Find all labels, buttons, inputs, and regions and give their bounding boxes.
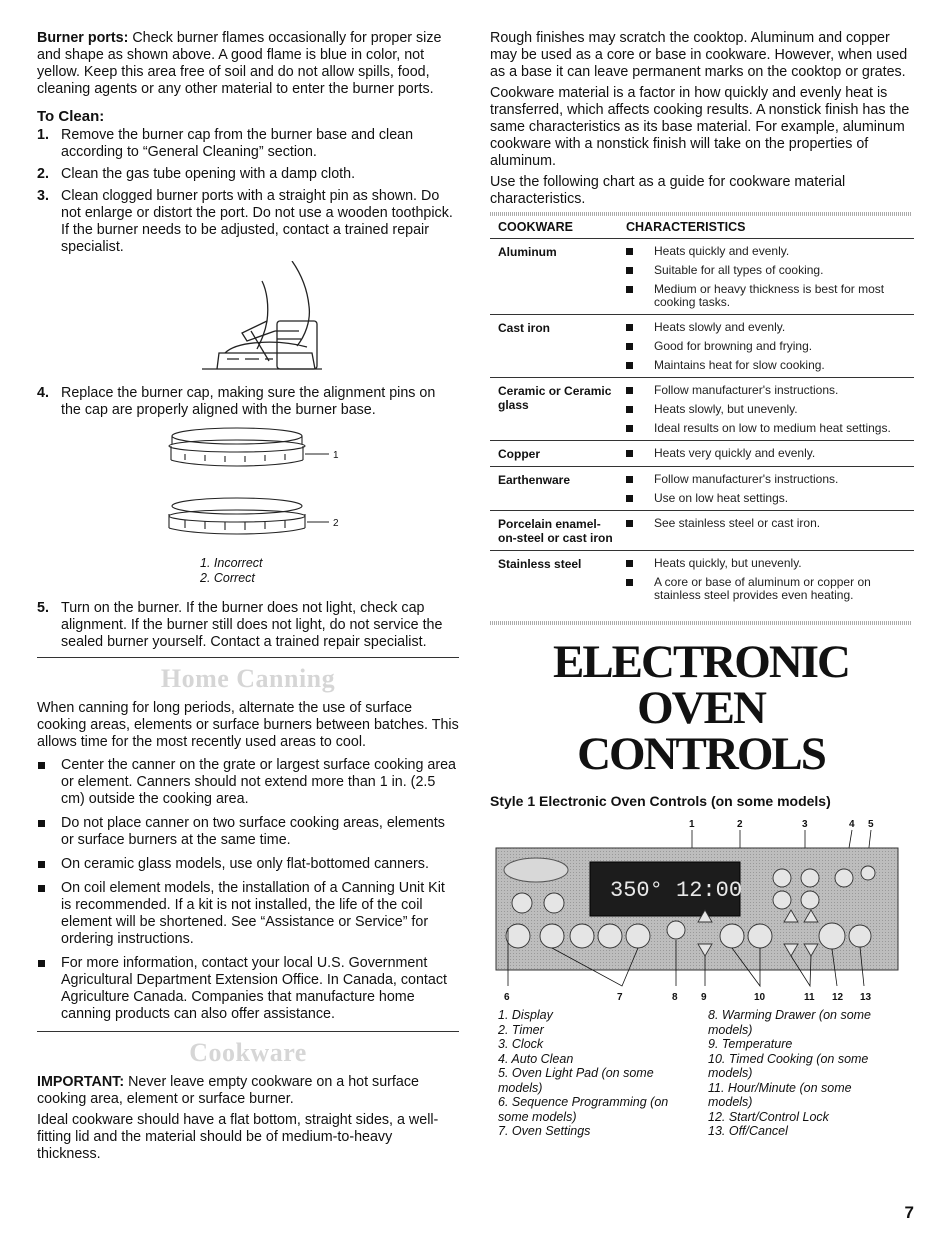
- step-2: 2. Clean the gas tube opening with a damp cloth.: [37, 166, 356, 182]
- callout-bottom-6: 6: [504, 992, 510, 1003]
- callout-bottom-7: 7: [617, 992, 623, 1003]
- callout-2: 2: [333, 518, 339, 529]
- alignment-captions: [37, 556, 459, 586]
- caption-incorrect: 1. Incorrect: [200, 556, 263, 570]
- legend-item: 12. Start/Control Lock: [708, 1109, 829, 1124]
- burner-pin-cleaning-illustration: [37, 261, 459, 381]
- callout-bottom-10: 10: [754, 992, 766, 1003]
- display-readout: 350° 12:00: [610, 878, 743, 903]
- legend-item: 8. Warming Drawer (on some models): [708, 1008, 872, 1037]
- legend-left: [498, 1008, 678, 1139]
- to-clean-steps-cont: [37, 385, 459, 419]
- callout-top-3: 3: [802, 819, 808, 830]
- home-canning-title: Home Canning: [160, 664, 336, 693]
- legend-item: 1. Display: [498, 1008, 553, 1022]
- legend-item: 7. Oven Settings: [498, 1124, 591, 1138]
- divider: [37, 1031, 459, 1032]
- step-1: 1. Remove the burner cap from the burner base and clean according to “General Cleaning” section.: [37, 127, 414, 160]
- page-number: 7: [904, 1203, 914, 1222]
- burner-cap-alignment-illustration: [37, 424, 459, 554]
- callout-bottom-8: 8: [672, 992, 678, 1003]
- callout-top-5: 5: [868, 819, 874, 830]
- burner-ports-paragraph: [37, 30, 459, 98]
- table-row: Stainless steel Heats quickly, but unevenly. A core or base of aluminum or copper on stainless steel provides even heating.: [490, 551, 914, 608]
- step-3: 3. Clean clogged burner ports with a straight pin as shown. Do not enlarge or distort the port. Do not use a wooden toothpick. If the burner needs to be adjusted, contact a trained repair specialist.: [37, 188, 453, 255]
- important-lead: IMPORTANT:: [37, 1074, 125, 1090]
- callout-bottom-12: 12: [832, 992, 844, 1003]
- canning-bullet: For more information, contact your local U.S. Government Agricultural Department Extension Office. In Canada, contact Agriculture Canada. Companies that manufacture home canning products can also offer assistance.: [37, 955, 459, 1023]
- rough-finish-paragraph: Rough finishes may scratch the cooktop. Aluminum and copper may be used as a core or base in cookware. However, when used as a base it can leave permanent marks on the cooktop or grates.: [490, 30, 908, 80]
- callout-top-2: 2: [737, 819, 743, 830]
- ideal-cookware-paragraph: Ideal cookware should have a flat bottom, straight sides, a well-fitting lid and the material should be of medium-to-heavy thickness.: [37, 1112, 439, 1162]
- burner-ports-lead: Burner ports:: [37, 30, 129, 46]
- col-header-cookware: COOKWARE: [490, 216, 618, 239]
- legend-item: 6. Sequence Programming (on some models): [498, 1095, 669, 1124]
- left-column: [37, 30, 459, 1167]
- table-row: Aluminum Heats quickly and evenly. Suitable for all types of cooking. Medium or heavy thickness is best for most cooking tasks.: [490, 239, 914, 315]
- cookware-table: [490, 216, 914, 607]
- burner-ports-text: Check burner flames occasionally for proper size and shape as shown above. A good flame is blue in color, not yellow. Keep this area free of soil and do not allow spills, food, cleaning agents or any other material to enter the burner ports.: [37, 30, 442, 97]
- section-rule: [490, 621, 912, 625]
- callout-bottom-9: 9: [701, 992, 707, 1003]
- callout-bottom-13: 13: [860, 992, 872, 1003]
- table-row: Porcelain enamel-on-steel or cast iron See stainless steel or cast iron.: [490, 511, 914, 551]
- cookware-title: Cookware: [189, 1038, 307, 1067]
- legend-item: 10. Timed Cooking (on some models): [708, 1051, 869, 1080]
- electronic-oven-controls-title: ELECTRONIC OVEN CONTROLS: [552, 636, 849, 780]
- step-5: 5. Turn on the burner. If the burner does not light, check cap alignment. If the burner still does not light, do not service the sealed burner yourself. Contact a trained repair specialist.: [37, 600, 443, 650]
- important-paragraph: IMPORTANT: Never leave empty cookware on a hot surface cooking area, element or surface burner.: [37, 1074, 419, 1107]
- canning-bullet: Do not place canner on two surface cooking areas, elements or surface burners at the same time.: [37, 815, 459, 849]
- to-clean-steps: [37, 127, 459, 256]
- divider: [37, 657, 459, 658]
- table-row: Copper Heats very quickly and evenly.: [490, 441, 914, 467]
- legend-right: [708, 1008, 888, 1139]
- legend-item: 2. Timer: [498, 1022, 544, 1037]
- style-1-subhead: Style 1 Electronic Oven Controls (on some models): [490, 793, 831, 809]
- canning-bullet: On ceramic glass models, use only flat-bottomed canners.: [37, 856, 459, 873]
- legend-item: 9. Temperature: [708, 1037, 793, 1051]
- to-clean-steps-final: [37, 600, 459, 651]
- canning-bullet: On coil element models, the installation of a Canning Unit Kit is recommended. If a kit is not installed, the life of the coil element will be shortened. See “Assistance or Service” for ordering instructions.: [37, 880, 459, 948]
- callout-top-1: 1: [689, 819, 695, 830]
- table-row: Cast iron Heats slowly and evenly. Good for browning and frying. Maintains heat for slow cooking.: [490, 315, 914, 378]
- table-row: Ceramic or Ceramic glass Follow manufacturer's instructions. Heats slowly, but unevenly. Ideal results on low to medium heat settings.: [490, 378, 914, 441]
- material-paragraph: Cookware material is a factor in how quickly and evenly heat is transferred, which affects cooking results. A nonstick finish has the same characteristics as its base material. For example, aluminum cookware with a nonstick finish will take on the properties of aluminum.: [490, 85, 910, 169]
- legend-item: 5. Oven Light Pad (on some models): [498, 1066, 654, 1095]
- home-canning-intro: When canning for long periods, alternate the use of surface cooking areas, elements or surface burners between batches. This allows time for the most recently used areas to cool.: [37, 700, 459, 750]
- legend-item: 11. Hour/Minute (on some models): [708, 1080, 852, 1109]
- canning-bullet: Center the canner on the grate or largest surface cooking area or element. Canners should not extend more than 1 in. (2.5 cm) outside the cooking area.: [37, 757, 459, 808]
- to-clean-heading: To Clean:: [37, 108, 105, 125]
- caption-correct: 2. Correct: [200, 571, 255, 585]
- col-header-characteristics: CHARACTERISTICS: [618, 216, 914, 239]
- step-4: 4. Replace the burner cap, making sure the alignment pins on the cap are properly aligned with the burner base.: [37, 385, 436, 418]
- right-column: [490, 30, 912, 809]
- callout-bottom-11: 11: [804, 992, 815, 1003]
- legend-item: 13. Off/Cancel: [708, 1124, 788, 1138]
- control-panel-diagram: [492, 818, 912, 1018]
- table-row: Earthenware Follow manufacturer's instructions. Use on low heat settings.: [490, 467, 914, 511]
- callout-1: 1: [333, 450, 339, 461]
- legend-item: 4. Auto Clean: [498, 1051, 574, 1066]
- guide-paragraph: Use the following chart as a guide for cookware material characteristics.: [490, 174, 846, 207]
- legend-item: 3. Clock: [498, 1037, 544, 1051]
- home-canning-bullets: [37, 757, 459, 1023]
- callout-top-4: 4: [849, 819, 855, 830]
